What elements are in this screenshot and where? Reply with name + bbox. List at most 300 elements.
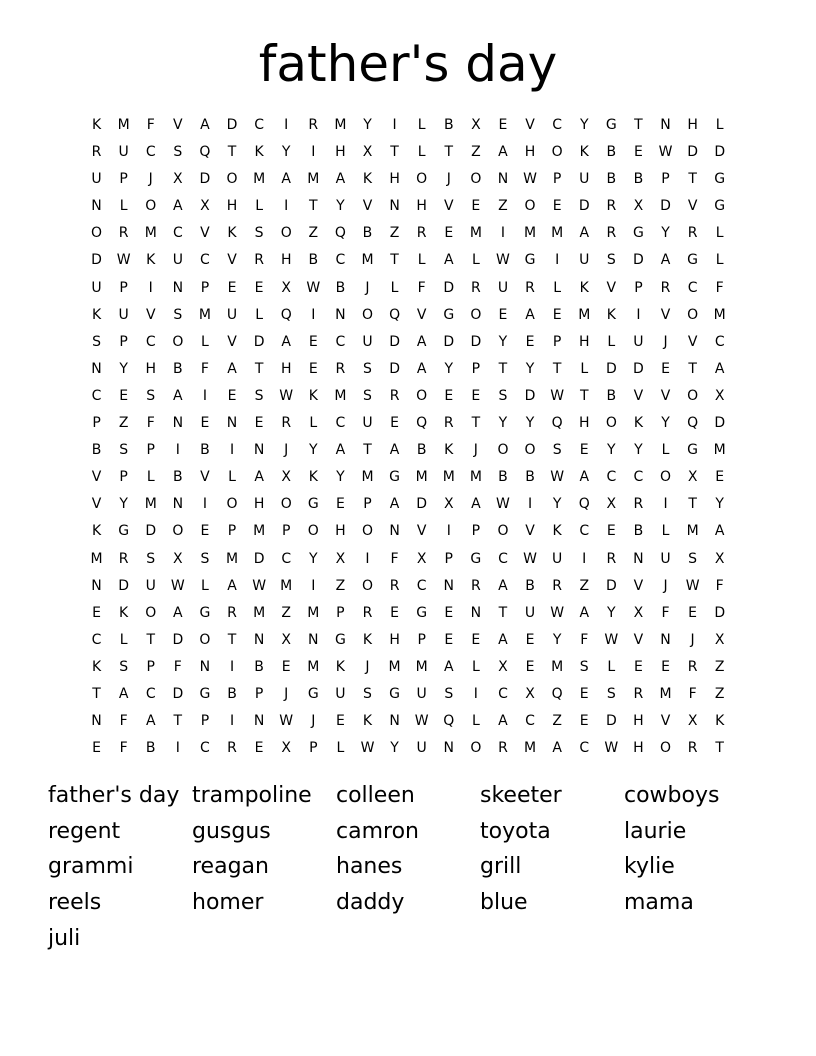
word-list-item: grill <box>480 854 522 880</box>
grid-letter: S <box>200 550 210 567</box>
grid-letter: A <box>552 740 562 757</box>
grid-letter: X <box>633 198 644 215</box>
grid-letter: H <box>578 415 590 432</box>
grid-letter: E <box>281 658 291 675</box>
grid-letter: E <box>444 604 454 621</box>
grid-letter: S <box>146 550 156 567</box>
grid-letter: L <box>146 469 155 486</box>
grid-letter: B <box>200 442 210 459</box>
grid-letter: N <box>335 306 346 323</box>
grid-letter: L <box>119 631 128 648</box>
grid-letter: I <box>229 713 235 730</box>
grid-letter: F <box>417 279 426 296</box>
grid-letter: O <box>524 442 536 459</box>
word-list-item: reagan <box>192 854 269 880</box>
grid-letter: U <box>660 550 671 567</box>
grid-letter: W <box>604 740 619 757</box>
grid-letter: Y <box>525 360 535 377</box>
grid-letter: A <box>200 117 210 133</box>
grid-letter: R <box>91 144 102 161</box>
grid-letter: A <box>254 469 264 486</box>
word-list-item: father's day <box>48 783 180 808</box>
grid-letter: B <box>254 658 264 675</box>
grid-letter: U <box>91 279 102 296</box>
grid-letter: O <box>470 740 482 757</box>
grid-letter: F <box>715 577 724 594</box>
grid-letter: S <box>688 550 698 567</box>
grid-letter: M <box>334 117 347 133</box>
grid-letter: D <box>714 415 726 432</box>
grid-letter: R <box>281 415 292 432</box>
grid-letter: K <box>146 252 156 269</box>
grid-letter: O <box>145 198 157 215</box>
grid-letter: H <box>335 523 346 540</box>
grid-letter: E <box>335 713 345 730</box>
grid-letter: S <box>254 387 264 404</box>
grid-letter: Y <box>119 360 128 377</box>
grid-letter: X <box>173 171 183 188</box>
grid-letter: J <box>148 171 153 188</box>
word-list-item: gusgus <box>192 818 271 844</box>
grid-letter: C <box>579 523 590 540</box>
grid-letter: F <box>688 685 697 702</box>
grid-letter: F <box>146 117 155 133</box>
grid-letter: M <box>225 550 239 567</box>
grid-letter: D <box>416 496 428 513</box>
grid-letter: K <box>362 713 373 730</box>
grid-letter: G <box>416 604 428 621</box>
grid-letter: O <box>226 171 238 188</box>
grid-letter: M <box>198 306 211 323</box>
grid-letter: A <box>416 360 427 377</box>
grid-letter: E <box>633 658 643 675</box>
grid-letter: H <box>145 360 156 377</box>
grid-letter: M <box>415 469 428 486</box>
grid-letter: Q <box>199 144 211 161</box>
grid-letter: O <box>497 523 509 540</box>
grid-letter: C <box>687 279 698 296</box>
grid-letter: R <box>633 685 644 702</box>
grid-letter: J <box>284 685 289 702</box>
grid-letter: G <box>334 631 346 648</box>
grid-letter: F <box>715 279 724 296</box>
grid-letter: Z <box>471 144 481 161</box>
grid-letter: I <box>365 550 370 567</box>
word-list-item: skeeter <box>480 783 562 808</box>
word-list-item: mama <box>624 890 694 916</box>
grid-letter: K <box>552 523 562 540</box>
grid-letter: C <box>416 577 427 594</box>
grid-letter: K <box>91 117 102 133</box>
grid-letter: M <box>253 523 266 540</box>
grid-letter: S <box>254 225 264 242</box>
grid-letter: S <box>92 333 101 350</box>
grid-letter: O <box>524 198 536 215</box>
grid-letter: O <box>307 523 319 540</box>
grid-letter: A <box>173 604 183 621</box>
grid-letter: I <box>500 225 506 242</box>
grid-letter: V <box>362 198 373 215</box>
grid-letter: T <box>498 360 508 377</box>
grid-letter: P <box>146 442 155 459</box>
grid-letter: E <box>552 306 562 323</box>
grid-letter: P <box>227 523 237 540</box>
grid-letter: Y <box>552 631 562 648</box>
grid-letter: M <box>117 117 130 133</box>
grid-letter: N <box>470 604 482 621</box>
grid-letter: K <box>362 171 373 188</box>
grid-letter: E <box>200 415 210 432</box>
grid-letter: Y <box>119 496 128 513</box>
grid-letter: L <box>336 740 345 757</box>
grid-letter: V <box>200 469 210 486</box>
grid-letter: L <box>201 577 209 594</box>
grid-letter: R <box>660 279 671 296</box>
grid-letter: E <box>633 144 643 161</box>
grid-letter: D <box>118 577 130 594</box>
grid-letter: S <box>606 685 616 702</box>
grid-letter: O <box>416 171 428 188</box>
grid-letter: C <box>200 740 210 757</box>
grid-letter: H <box>280 252 292 269</box>
grid-letter: X <box>687 713 698 730</box>
grid-letter: K <box>91 658 102 675</box>
grid-letter: B <box>525 469 535 486</box>
grid-letter: V <box>525 523 535 540</box>
grid-letter: O <box>145 604 157 621</box>
grid-letter: H <box>335 144 346 161</box>
grid-letter: E <box>525 658 535 675</box>
grid-letter: C <box>498 685 508 702</box>
grid-letter: M <box>551 225 564 242</box>
word-list-item: daddy <box>336 890 405 916</box>
grid-letter: E <box>92 604 101 621</box>
grid-letter: N <box>389 523 400 540</box>
grid-letter: O <box>280 496 292 513</box>
grid-letter: F <box>119 740 128 757</box>
grid-letter: B <box>498 469 508 486</box>
word-list-item: blue <box>480 890 528 916</box>
grid-letter: A <box>173 387 183 404</box>
grid-letter: B <box>606 387 617 404</box>
grid-letter: T <box>498 604 508 621</box>
grid-letter: P <box>444 550 453 567</box>
grid-letter: L <box>228 469 236 486</box>
grid-letter: T <box>715 740 724 757</box>
grid-letter: I <box>311 144 316 161</box>
grid-letter: R <box>416 225 427 242</box>
grid-letter: O <box>687 306 699 323</box>
grid-letter: M <box>713 306 726 323</box>
grid-letter: K <box>91 306 102 323</box>
grid-letter: Y <box>607 604 616 621</box>
grid-letter: W <box>496 252 510 269</box>
grid-letter: P <box>119 171 128 188</box>
grid-letter: V <box>416 306 427 323</box>
grid-letter: V <box>91 469 102 486</box>
grid-letter: T <box>227 631 237 648</box>
grid-letter: X <box>714 631 725 648</box>
grid-letter: G <box>443 306 455 323</box>
grid-letter: Y <box>363 117 372 133</box>
grid-letter: A <box>471 496 481 513</box>
grid-letter: M <box>90 550 103 567</box>
grid-letter: E <box>390 415 399 432</box>
grid-letter: W <box>685 577 700 594</box>
grid-letter: O <box>687 387 699 404</box>
grid-letter: U <box>524 604 536 621</box>
grid-letter: N <box>253 631 265 648</box>
grid-letter: H <box>389 631 400 648</box>
grid-letter: R <box>308 117 319 133</box>
grid-letter: Y <box>336 469 345 486</box>
grid-letter: Z <box>579 577 590 594</box>
grid-letter: J <box>365 658 370 675</box>
grid-letter: O <box>361 577 373 594</box>
grid-letter: D <box>389 333 400 350</box>
grid-letter: X <box>687 469 698 486</box>
grid-letter: E <box>308 333 318 350</box>
grid-letter: G <box>714 171 726 188</box>
grid-letter: F <box>661 604 670 621</box>
grid-letter: S <box>606 252 616 269</box>
grid-letter: F <box>173 658 182 675</box>
grid-letter: M <box>253 604 266 621</box>
grid-letter: O <box>497 442 509 459</box>
grid-letter: T <box>227 144 237 161</box>
grid-letter: C <box>552 117 563 133</box>
grid-letter: J <box>365 279 370 296</box>
grid-letter: U <box>172 252 183 269</box>
grid-letter: Y <box>390 740 399 757</box>
grid-letter: I <box>284 198 289 215</box>
grid-letter: E <box>661 658 670 675</box>
grid-letter: N <box>172 279 184 296</box>
grid-letter: D <box>172 631 184 648</box>
grid-letter: M <box>307 171 320 188</box>
grid-letter: R <box>470 577 481 594</box>
grid-letter: K <box>579 144 589 161</box>
grid-letter: P <box>119 279 128 296</box>
grid-letter: W <box>550 604 565 621</box>
grid-letter: L <box>471 252 480 269</box>
grid-letter: P <box>552 333 562 350</box>
grid-letter: L <box>417 117 426 133</box>
grid-letter: A <box>145 713 156 730</box>
grid-letter: R <box>254 252 264 269</box>
grid-letter: A <box>498 144 508 161</box>
grid-letter: H <box>226 198 238 215</box>
grid-letter: K <box>715 713 725 730</box>
grid-letter: K <box>606 306 616 323</box>
grid-letter: Q <box>443 713 455 730</box>
grid-letter: O <box>226 496 238 513</box>
grid-letter: S <box>444 685 454 702</box>
grid-letter: X <box>335 550 346 567</box>
grid-letter: U <box>226 306 238 323</box>
grid-letter: G <box>714 198 726 215</box>
grid-letter: C <box>633 469 644 486</box>
grid-letter: E <box>579 685 589 702</box>
grid-letter: Q <box>280 306 292 323</box>
grid-letter: K <box>227 225 237 242</box>
grid-letter: M <box>361 252 374 269</box>
grid-letter: A <box>173 198 183 215</box>
grid-letter: E <box>254 279 264 296</box>
grid-letter: X <box>281 631 291 648</box>
grid-letter: M <box>388 658 401 675</box>
grid-letter: U <box>416 740 427 757</box>
grid-letter: W <box>523 550 537 567</box>
grid-letter: A <box>579 604 590 621</box>
grid-letter: E <box>606 523 616 540</box>
grid-letter: M <box>280 577 293 594</box>
grid-letter: X <box>714 550 725 567</box>
grid-letter: P <box>92 415 101 432</box>
grid-letter: L <box>661 442 670 459</box>
grid-letter: R <box>525 279 535 296</box>
grid-letter: D <box>172 685 184 702</box>
grid-letter: Z <box>281 604 291 621</box>
grid-letter: M <box>524 740 537 757</box>
grid-letter: V <box>227 252 237 269</box>
grid-letter: O <box>91 225 103 242</box>
grid-letter: X <box>200 198 210 215</box>
grid-letter: B <box>633 171 644 188</box>
grid-letter: X <box>633 604 644 621</box>
grid-letter: L <box>607 333 616 350</box>
grid-letter: P <box>254 685 264 702</box>
grid-letter: V <box>443 198 454 215</box>
grid-letter: W <box>496 496 510 513</box>
grid-letter: U <box>416 685 427 702</box>
grid-letter: U <box>145 577 156 594</box>
grid-letter: L <box>607 658 616 675</box>
grid-letter: M <box>144 225 157 242</box>
grid-letter: N <box>443 740 454 757</box>
grid-letter: V <box>633 631 644 648</box>
word-list-item: hanes <box>336 854 403 880</box>
grid-letter: Z <box>714 685 725 702</box>
grid-letter: O <box>361 306 373 323</box>
grid-letter: A <box>498 631 508 648</box>
grid-letter: L <box>580 360 589 377</box>
grid-letter: O <box>416 387 428 404</box>
grid-letter: H <box>633 713 644 730</box>
grid-letter: C <box>498 550 508 567</box>
grid-letter: O <box>361 523 373 540</box>
grid-letter: M <box>307 658 320 675</box>
grid-letter: P <box>471 360 481 377</box>
grid-letter: Z <box>308 225 319 242</box>
grid-letter: D <box>605 360 617 377</box>
grid-letter: I <box>392 117 397 133</box>
grid-letter: X <box>471 117 481 133</box>
grid-letter: Y <box>525 415 535 432</box>
grid-letter: W <box>252 577 267 594</box>
grid-letter: R <box>498 740 508 757</box>
grid-letter: W <box>658 144 673 161</box>
grid-letter: Y <box>498 333 508 350</box>
grid-letter: I <box>663 496 668 513</box>
grid-letter: A <box>281 333 291 350</box>
grid-letter: R <box>227 740 237 757</box>
grid-letter: H <box>633 740 644 757</box>
grid-letter: D <box>714 144 726 161</box>
grid-letter: S <box>173 306 183 323</box>
grid-letter: D <box>253 550 265 567</box>
grid-letter: E <box>498 306 508 323</box>
grid-letter: P <box>200 279 210 296</box>
grid-letter: W <box>170 577 185 594</box>
grid-letter: W <box>550 387 565 404</box>
grid-letter: M <box>686 523 699 540</box>
grid-letter: W <box>523 171 537 188</box>
grid-letter: K <box>362 631 373 648</box>
grid-letter: S <box>363 387 372 404</box>
grid-letter: H <box>389 171 400 188</box>
grid-letter: L <box>715 117 724 133</box>
grid-letter: A <box>579 225 590 242</box>
grid-letter: D <box>687 144 698 161</box>
grid-letter: G <box>199 604 211 621</box>
grid-letter: M <box>551 658 564 675</box>
grid-letter: D <box>443 333 455 350</box>
grid-letter: D <box>660 198 671 215</box>
grid-letter: K <box>444 442 454 459</box>
grid-letter: R <box>362 604 373 621</box>
grid-letter: T <box>146 631 156 648</box>
grid-letter: A <box>579 469 590 486</box>
grid-letter: I <box>175 740 180 757</box>
grid-letter: B <box>173 469 183 486</box>
grid-letter: A <box>389 442 400 459</box>
grid-letter: H <box>253 496 265 513</box>
grid-letter: B <box>308 252 319 269</box>
grid-letter: P <box>146 658 155 675</box>
grid-letter: O <box>172 333 184 350</box>
grid-letter: A <box>498 577 508 594</box>
grid-letter: B <box>606 144 617 161</box>
grid-letter: X <box>498 658 508 675</box>
grid-letter: S <box>498 387 508 404</box>
grid-letter: C <box>714 333 725 350</box>
grid-letter: A <box>714 523 725 540</box>
grid-letter: H <box>524 144 536 161</box>
grid-letter: R <box>227 604 237 621</box>
grid-letter: Z <box>389 225 400 242</box>
grid-letter: A <box>281 171 291 188</box>
grid-letter: L <box>201 333 209 350</box>
grid-letter: E <box>254 415 264 432</box>
grid-letter: W <box>116 252 131 269</box>
word-list-item: toyota <box>480 818 551 844</box>
grid-letter: K <box>91 523 102 540</box>
grid-letter: C <box>145 685 156 702</box>
grid-letter: D <box>389 360 400 377</box>
grid-letter: D <box>605 577 617 594</box>
grid-letter: W <box>604 631 619 648</box>
grid-letter: N <box>660 631 671 648</box>
grid-letter: L <box>255 198 264 215</box>
grid-letter: P <box>309 740 318 757</box>
grid-letter: A <box>660 252 671 269</box>
grid-letter: M <box>524 225 537 242</box>
grid-letter: E <box>200 523 210 540</box>
grid-letter: N <box>91 360 102 377</box>
grid-letter: E <box>227 279 237 296</box>
grid-letter: N <box>633 550 644 567</box>
